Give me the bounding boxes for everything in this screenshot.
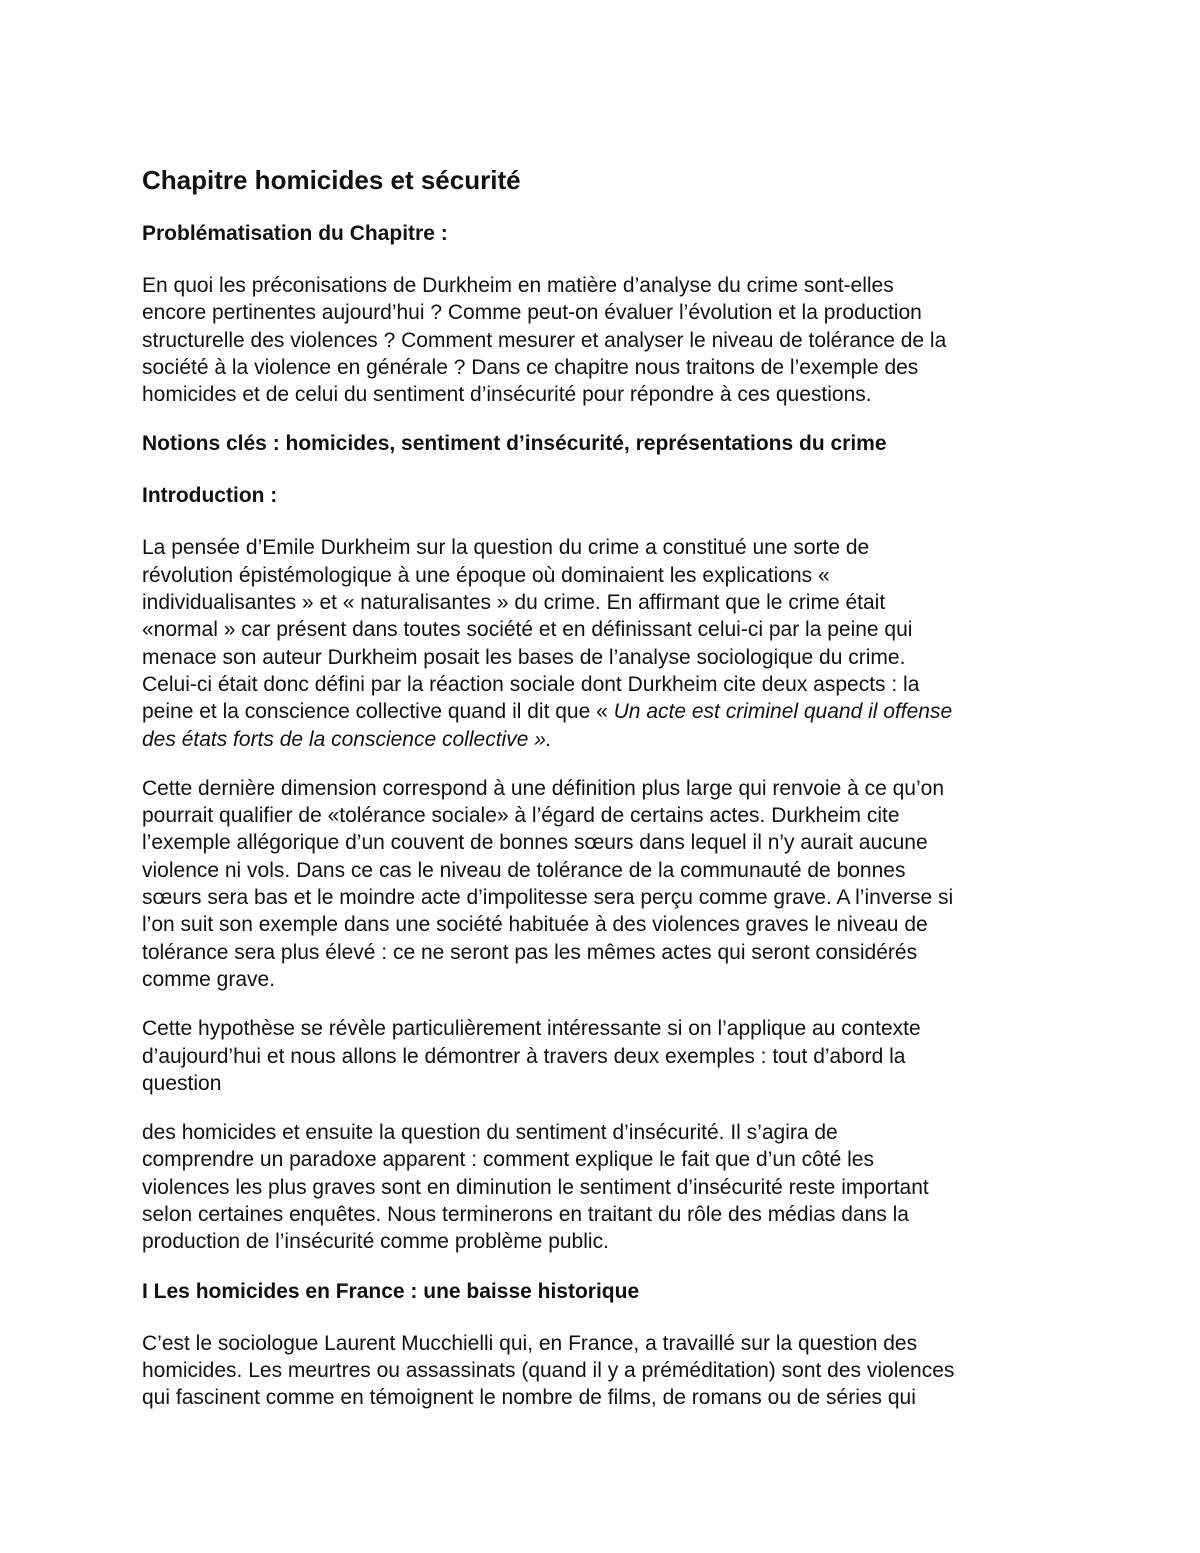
text-line: Celui-ci était donc défini par la réaction sociale dont Durkheim cite deux aspects : la [142,672,920,696]
text-line: homicides. Les meurtres ou assassinats (quand il y a préméditation) sont des violences [142,1358,955,1382]
text-line: comme grave. [142,967,276,991]
problematisation-paragraph [142,272,1062,408]
text-line: l’on suit son exemple dans une société habituée à des violences graves le niveau de [142,913,928,937]
durkheim-quote-end: des états forts de la conscience collective ». [142,727,552,751]
text-line: homicides et de celui du sentiment d’insécurité pour répondre à ces questions. [142,383,872,407]
notions-heading: Notions clés : homicides, sentiment d’insécurité, représentations du crime [142,432,887,456]
text-line: révolution épistémologique à une époque où dominaient les explications « [142,563,830,587]
text-line: comprendre un paradoxe apparent : comment explique le fait que d’un côté les [142,1148,874,1172]
text-line: «normal » car présent dans toutes société et en définissant celui-ci par la peine qui [142,618,913,642]
introduction-paragraph-4 [142,1119,1062,1255]
text-line: société à la violence en générale ? Dans ce chapitre nous traitons de l’exemple des [142,355,919,379]
text-line: Cette dernière dimension correspond à une définition plus large qui renvoie à ce qu’on [142,776,945,800]
text-line: menace son auteur Durkheim posait les bases de l’analyse sociologique du crime. [142,645,906,669]
text-line: En quoi les préconisations de Durkheim en matière d’analyse du crime sont-elles [142,274,894,297]
durkheim-quote: Un acte est criminel quand il offense [613,700,953,724]
text-line: encore pertinentes aujourd’hui ? Comme peut-on évaluer l’évolution et la production [142,301,922,325]
text-line: d’aujourd’hui et nous allons le démontrer à travers deux exemples : tout d’abord la [142,1044,906,1068]
text-line: pourrait qualifier de «tolérance sociale» à l’égard de certains actes. Durkheim cite [142,804,900,828]
text-line: question [142,1071,222,1095]
text-line: tolérance sera plus élevé : ce ne seront pas les mêmes actes qui seront considérés [142,940,918,964]
text-line: qui fascinent comme en témoignent le nombre de films, de romans ou de séries qui [142,1386,916,1410]
text-line: production de l’insécurité comme problème public. [142,1230,609,1254]
text-line: La pensée d’Emile Durkheim sur la question du crime a constitué une sorte de [142,536,870,560]
text-line: violences les plus graves sont en diminution le sentiment d’insécurité reste important [142,1175,929,1199]
text-line: C’est le sociologue Laurent Mucchielli qui, en France, a travaillé sur la question des [142,1331,918,1355]
introduction-paragraph-2 [142,775,1062,993]
text-line: Cette hypothèse se révèle particulièrement intéressante si on l’applique au contexte [142,1017,921,1041]
introduction-paragraph-3 [142,1015,1062,1097]
text-line: violence ni vols. Dans ce cas le niveau de tolérance de la communauté de bonnes [142,858,906,882]
introduction-paragraph-1 [142,534,1062,752]
document-page [142,162,1062,1434]
text-line [142,698,1062,725]
chapter-title: Chapitre homicides et sécurité [142,165,521,195]
text-line: structurelle des violences ? Comment mesurer et analyser le niveau de tolérance de la [142,328,947,352]
problematisation-heading: Problématisation du Chapitre : [142,222,448,245]
text-line: selon certaines enquêtes. Nous terminerons en traitant du rôle des médias dans la [142,1203,909,1227]
text-line: sœurs sera bas et le moindre acte d’impolitesse sera perçu comme grave. A l’inverse si [142,886,954,910]
introduction-heading: Introduction : [142,484,278,508]
text-line: l’exemple allégorique d’un couvent de bonnes sœurs dans lequel il n’y aurait aucune [142,831,928,855]
section-1-heading: I Les homicides en France : une baisse historique [142,1279,640,1303]
text-line: des homicides et ensuite la question du sentiment d’insécurité. Il s’agira de [142,1121,838,1145]
section-1-paragraph [142,1330,1062,1412]
text-line: individualisantes » et « naturalisantes » du crime. En affirmant que le crime était [142,591,886,615]
text-plain: peine et la conscience collective quand il dit que « [142,700,614,724]
